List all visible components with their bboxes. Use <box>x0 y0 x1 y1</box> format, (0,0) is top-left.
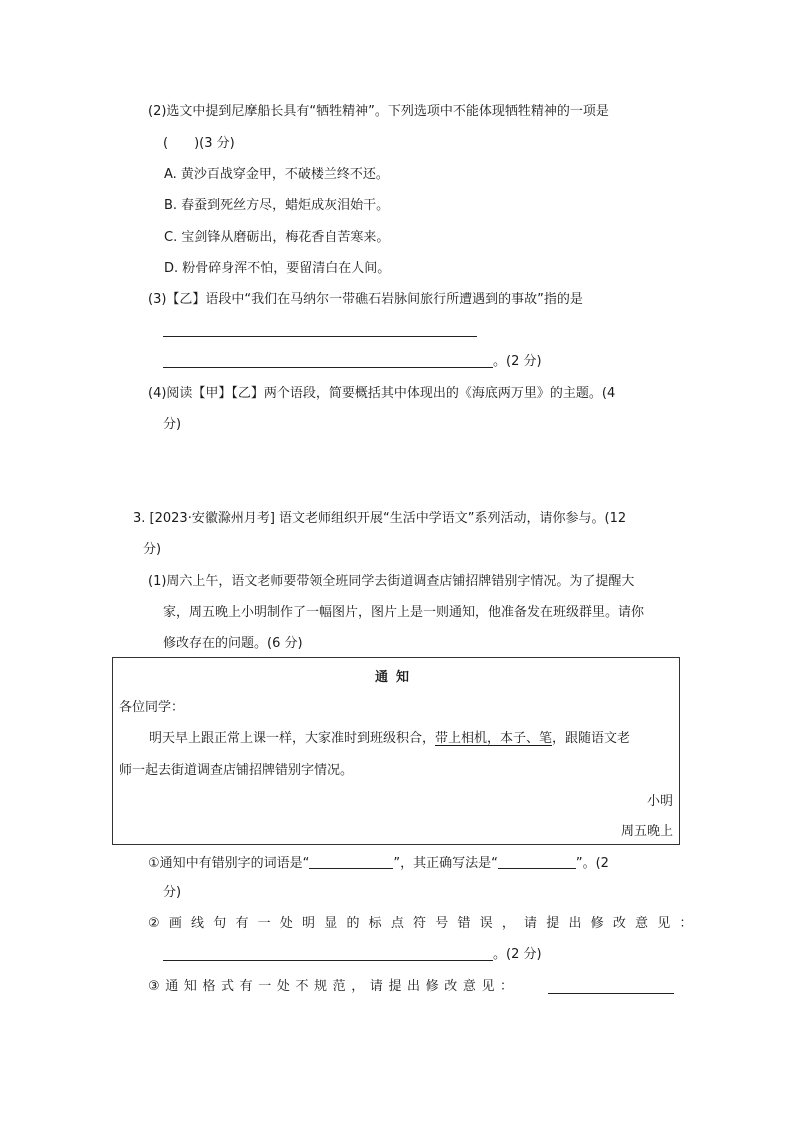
notice-body-part2: ，跟随语文老 <box>552 731 631 746</box>
item1-line1 <box>148 855 609 872</box>
item3-stem: ③通知格式有一处不规范，请提出修改意见： <box>148 979 519 994</box>
q3-score: 。(2 分) <box>493 354 542 369</box>
item1-text-b: ”，其正确写法是“ <box>393 856 498 871</box>
item1-blank-correct-word[interactable] <box>498 855 576 869</box>
q3-answer-line-1[interactable] <box>163 336 477 337</box>
item1-blank-wrong-word[interactable] <box>309 855 393 869</box>
q3-answer-line-2[interactable] <box>163 367 493 368</box>
notice-signature: 小明 <box>646 794 673 809</box>
item1-text-a: ①通知中有错别字的词语是“ <box>148 856 310 871</box>
item1-line2: 分) <box>163 885 182 900</box>
item2-score: 。(2 分) <box>493 947 542 962</box>
q4-stem-line1: (4)阅读【甲】【乙】两个语段，简要概括其中体现出的《海底两万里》的主题。(4 <box>148 386 616 401</box>
notice-underlined-sentence: 带上相机，本子、笔 <box>435 731 553 746</box>
q4-stem-line2: 分) <box>163 417 182 432</box>
task3-sub1-line3: 修改存在的问题。(6 分) <box>163 636 303 651</box>
notice-body-line1 <box>149 731 630 747</box>
q2-option-b: B. 春蚕到死丝方尽，蜡炬成灰泪始干。 <box>164 198 390 213</box>
item1-text-c: ”。(2 <box>575 856 609 871</box>
notice-image <box>112 657 680 845</box>
task3-sub1-line1: (1)周六上午，语文老师要带领全班同学去街道调查店铺招牌错别字情况。为了提醒大 <box>148 574 635 589</box>
q2-stem-line2: ( )(3 分) <box>163 136 235 151</box>
notice-body-part1: 明天早上跟正常上课一样，大家准时到班级积合， <box>149 731 436 746</box>
task3-header-line2: 分) <box>143 542 162 557</box>
q3-stem: (3)【乙】语段中“我们在马纳尔一带礁石岩脉间旅行所遭遇到的事故”指的是 <box>148 292 583 307</box>
q2-stem-line1: (2)选文中提到尼摩船长具有“牺牲精神”。下列选项中不能体现牺牲精神的一项是 <box>148 104 609 119</box>
notice-greeting: 各位同学： <box>119 700 185 715</box>
notice-date: 周五晚上 <box>620 824 673 839</box>
item2-answer-line[interactable] <box>163 960 493 961</box>
q2-option-c: C. 宝剑锋从磨砺出，梅花香自苦寒来。 <box>164 230 390 245</box>
task3-sub1-line2: 家，周五晚上小明制作了一幅图片，图片上是一则通知，他准备发在班级群里。请你 <box>163 605 645 620</box>
notice-title: 通知 <box>374 670 417 685</box>
notice-body-line2: 师一起去街道调查店铺招牌错别字情况。 <box>119 763 354 778</box>
task3-header-line1: 3. [2023·安徽滁州月考] 语文老师组织开展“生活中学语文”系列活动，请你参与。(12 <box>133 511 627 526</box>
item3-answer-line[interactable] <box>548 993 674 994</box>
item2-stem: ②画线句有一处明显的标点符号错误，请提出修改意见： <box>148 916 702 931</box>
q2-option-d: D. 粉骨碎身浑不怕，要留清白在人间。 <box>164 261 391 276</box>
q2-option-a: A. 黄沙百战穿金甲，不破楼兰终不还。 <box>164 167 389 182</box>
